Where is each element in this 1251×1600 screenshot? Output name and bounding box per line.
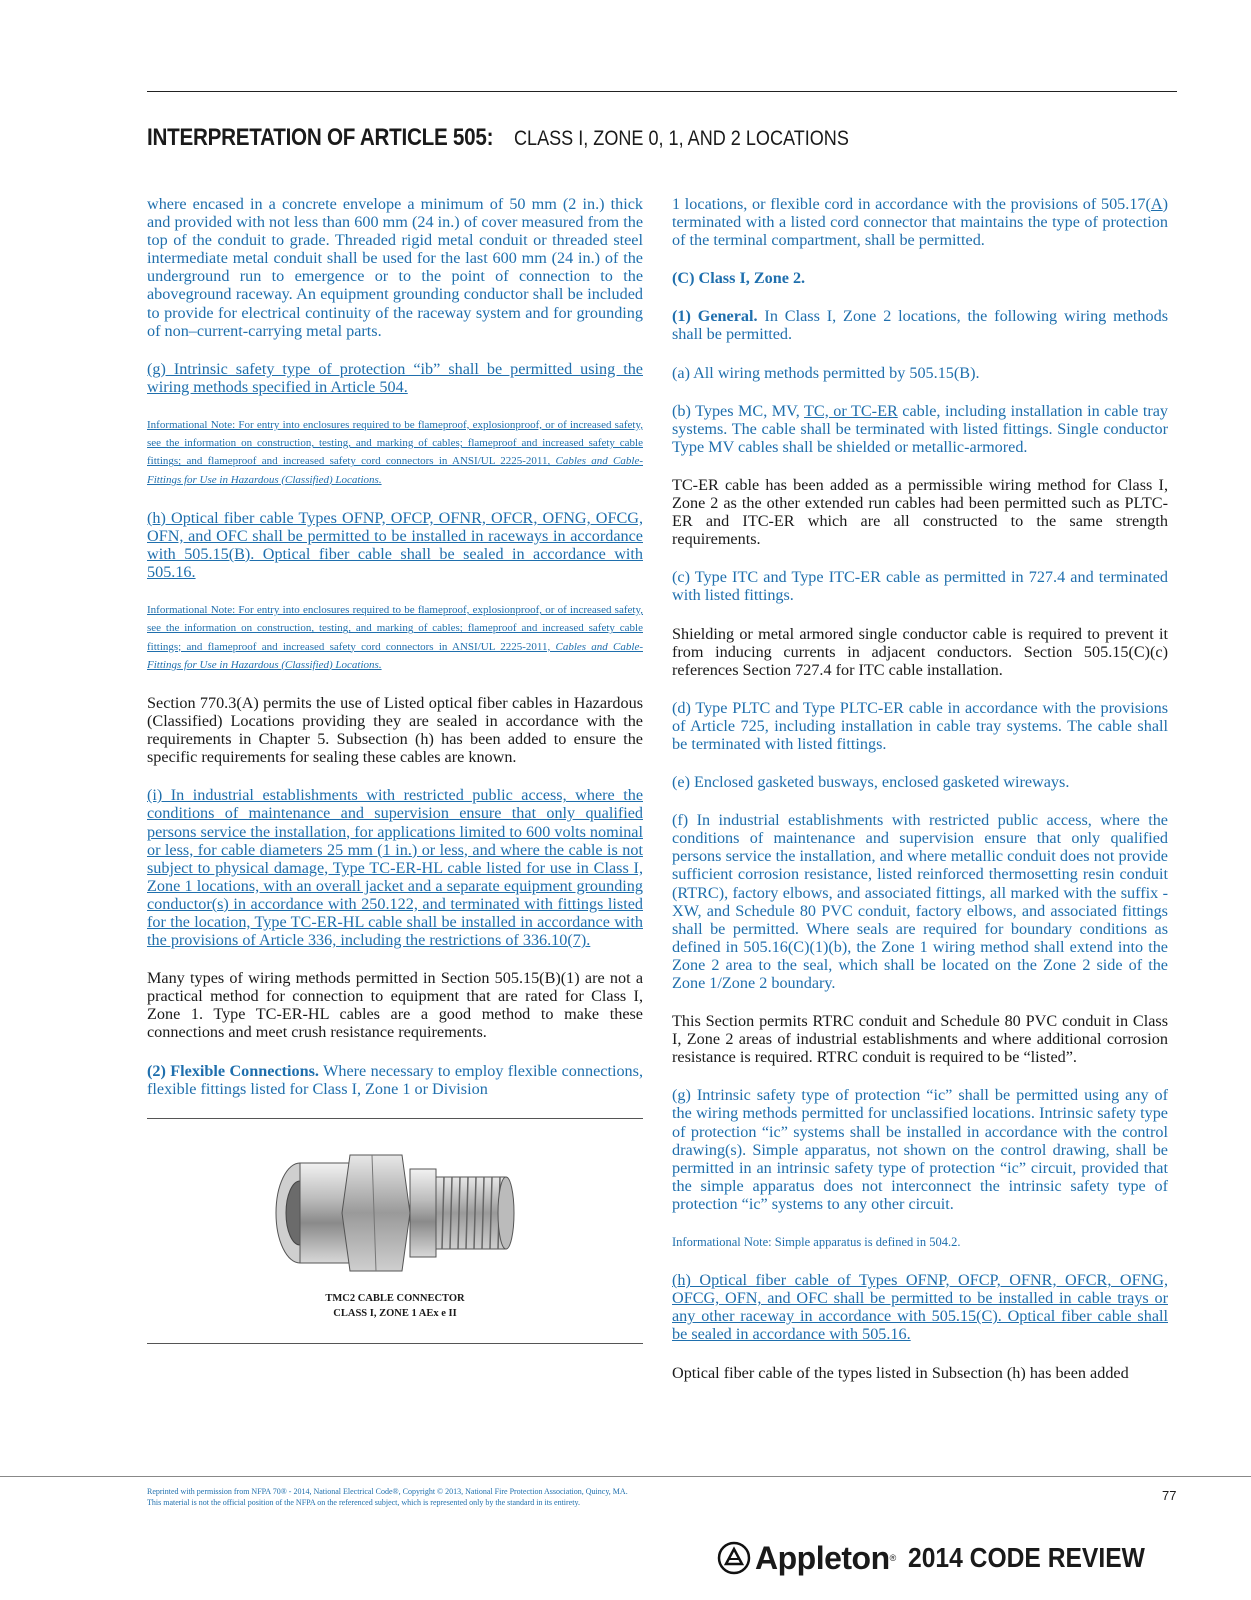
item-d: (d) Type PLTC and Type PLTC-ER cable in accordance with the provisions of Article 725, including installation in cable tray systems. The cable shall be terminated with listed fittings.: [672, 698, 1168, 753]
page-number: 77: [1162, 1488, 1177, 1503]
paragraph-flexible-cord: [672, 195, 1168, 249]
appleton-logo-icon: [717, 1541, 751, 1575]
brand-name: Appleton: [755, 1539, 890, 1576]
paragraph-general: [672, 307, 1168, 343]
item-b-underlined: TC, or TC-ER: [804, 401, 898, 420]
item-g: (g) Intrinsic safety type of protection “ic” shall be permitted using any of the wiring methods permitted for unclassified locations. Intrinsic safety type of protection “ic” systems shall be installed in accordance with the control drawing(s). Simple apparatus, not shown on the control drawing, shall be permitted in an intrinsic safety type of protection “ic” circuit, provided that the simple apparatus does not interconnect the intrinsic safety type of protection “ic” systems to any other circuit.: [672, 1086, 1168, 1213]
paragraph-g-intrinsic-ib: (g) Intrinsic safety type of protection “ib” shall be permitted using the wiring methods specified in Article 504.: [147, 359, 643, 396]
appleton-brand: [717, 1538, 1177, 1578]
informational-note-2: [147, 601, 643, 674]
commentary-optical-fiber-types: Optical fiber cable of the types listed in Subsection (h) has been added: [672, 1363, 1129, 1382]
item-c: (c) Type ITC and Type ITC-ER cable as permitted in 727.4 and terminated with listed fittings.: [672, 568, 1168, 605]
informational-note-1-title: Cables and Cable-Fittings for Use in Hazardous (Classified) Locations.: [147, 455, 643, 486]
flexible-cord-underlined: A: [1150, 195, 1163, 213]
commentary-tc-er-hl: Many types of wiring methods permitted in Section 505.15(B)(1) are not a practical method for connection to equipment that are rated for Class I, Zone 1. Type TC-ER-HL cables are a good method to make these connections and meet crush resistance requirements.: [147, 969, 643, 1042]
item-b-text-b: cable, including installation in cable tray systems. The cable shall be terminated with listed fittings. Single conductor Type MV cables shall be shielded or metallic-armored.: [672, 401, 1169, 456]
commentary-tc-er: TC-ER cable has been added as a permissible wiring method for Class I, Zone 2 as the other extended run cables had been permitted such as PLTC-ER and ITC-ER which are all constructed to the same strength requirements.: [672, 475, 1168, 549]
flexible-connections-heading: (2) Flexible Connections.: [147, 1061, 319, 1080]
left-column: [147, 195, 643, 1344]
item-a: (a) All wiring methods permitted by 505.15(B).: [672, 363, 980, 382]
page-title: [147, 124, 1177, 152]
figure-tmc2-connector: [147, 1118, 643, 1344]
informational-note-1-text: Informational Note: For entry into enclosures required to be flameproof, explosionproof, or of increased safety, see the information on construction, testing, and marking of cables; flameproof and increased safety cable fittings; and flameproof and increased safety cord connectors in ANSI/UL 2225-2011,: [147, 418, 643, 468]
brand-registered-mark: ®: [889, 1553, 897, 1563]
general-text: In Class I, Zone 2 locations, the following wiring methods shall be permitted.: [672, 307, 1168, 344]
paragraph-h-optical-fiber: (h) Optical fiber cable Types OFNP, OFCP, OFNR, OFCR, OFNG, OFCG, OFN, and OFC shall be permitted to be installed in raceways in accordance with 505.15(B). Optical fiber cable shall be sealed in accordance with 505.16.: [147, 508, 643, 582]
reprint-credit-line1: Reprinted with permission from NFPA 70® - 2014, National Electrical Code®, Copyright © 2013, National Fire Protection Association, Quincy, MA.: [147, 1487, 628, 1496]
paragraph-conduit-encasement: where encased in a concrete envelope a minimum of 50 mm (2 in.) thick and provided with not less than 600 mm (24 in.) of cover measured from the top of the conduit to grade. Threaded rigid metal conduit or threaded steel intermediate metal conduit shall be used for the last 600 mm (24 in.) of the underground run to emergence or to the point of connection to the aboveground raceway. An equipment grounding conductor shall be included to provide for electrical continuity of the raceway system and for grounding of non–current-carrying metal parts.: [147, 195, 643, 340]
right-column: [672, 195, 1168, 1402]
general-heading: (1) General.: [672, 307, 758, 326]
item-h: (h) Optical fiber cable of Types OFNP, OFCP, OFNR, OFCR, OFNG, OFCG, OFN, and OFC shall be permitted to be installed in cable trays or any other raceway in accordance with 505.15(C). Optical fiber cable shall be sealed in accordance with 505.16.: [672, 1271, 1168, 1344]
informational-note-simple-apparatus: Informational Note: Simple apparatus is defined in 504.2.: [672, 1235, 961, 1250]
page-title-rest: CLASS I, ZONE 0, 1, AND 2 LOCATIONS: [513, 127, 849, 150]
commentary-optical-fiber: Section 770.3(A) permits the use of Listed optical fiber cables in Hazardous (Classified) Locations providing they are sealed in accordance with the requirements in Chapter 5. Subsection (h) has been added to ensure the specific requirements for sealing these cables are known.: [147, 693, 643, 767]
paragraph-i-tc-er-hl: (i) In industrial establishments with restricted public access, where the conditions of maintenance and supervision ensure that only qualified persons service the installation, for applications limited to 600 volts nominal or less, for cable diameters 25 mm (1 in.) or less, and where the cable is not subject to physical damage, Type TC-ER-HL cable listed for use in Class I, Zone 1 locations, with an overall jacket and a separate equipment grounding conductor(s) in accordance with 250.122, and terminated with fittings listed for the location, Type TC-ER-HL cable shall be installed in accordance with the provisions of Article 336, including the restrictions of 336.10(7).: [147, 786, 643, 950]
code-review-title: 2014 CODE REVIEW: [908, 1542, 1146, 1573]
commentary-rtrc: This Section permits RTRC conduit and Schedule 80 PVC conduit in Class I, Zone 2 areas of industrial establishments and where additional corrosion resistance is required. RTRC conduit is required to be “listed”.: [672, 1012, 1168, 1067]
flexible-cord-text-b: ) terminated with a listed cord connector that maintains the type of protection of the terminal compartment, shall be permitted.: [672, 195, 1168, 250]
figure-caption-line2: CLASS I, ZONE 1 AEx e II: [333, 1307, 457, 1319]
figure-caption-line1: TMC2 CABLE CONNECTOR: [325, 1292, 465, 1304]
cable-connector-image: [272, 1147, 520, 1279]
page-title-bold: INTERPRETATION OF ARTICLE 505:: [147, 124, 494, 151]
item-e: (e) Enclosed gasketed busways, enclosed gasketed wireways.: [672, 773, 1070, 792]
heading-class-i-zone-2: [672, 269, 1168, 287]
footer-rule: [0, 1476, 1251, 1477]
heading-class-i-zone-2-text: (C) Class I, Zone 2.: [672, 269, 806, 288]
informational-note-1: [147, 416, 643, 489]
item-f: (f) In industrial establishments with restricted public access, where the conditions of maintenance and supervision ensure that only qualified persons service the installation, and where metallic conduit does not provide sufficient corrosion resistance, listed reinforced thermosetting resin conduit (RTRC), factory elbows, and associated fittings, all marked with the suffix -XW, and Schedule 80 PVC conduit, factory elbows, and associated fittings shall be permitted. Where seals are required for boundary conditions as defined in 505.16(C)(1)(b), the Zone 1 wiring method shall extend into the Zone 2 area to the seal, which shall be located on the Zone 2 side of the Zone 1/Zone 2 boundary.: [672, 811, 1168, 992]
paragraph-flexible-connections: [147, 1062, 643, 1098]
flexible-connections-text: Where necessary to employ flexible connections, flexible fittings listed for Class I, Zone 1 or Division: [147, 1061, 643, 1098]
top-rule: [147, 91, 1177, 92]
reprint-credit: [147, 1486, 687, 1508]
reprint-credit-line2: This material is not the official position of the NFPA on the referenced subject, which is represented only by the standard in its entirety.: [147, 1498, 580, 1507]
flexible-cord-text-a: 1 locations, or flexible cord in accordance with the provisions of 505.17(: [672, 195, 1151, 213]
informational-note-2-text: Informational Note: For entry into enclosures required to be flameproof, explosionproof, or of increased safety, see the information on construction, testing, and marking of cables; flameproof and increased safety cable fittings; and flameproof and increased safety cord connectors in ANSI/UL 2225-2011,: [147, 604, 643, 653]
item-b: [672, 402, 1168, 456]
informational-note-2-title: Cables and Cable-Fittings for Use in Hazardous (Classified) Locations.: [147, 640, 643, 671]
commentary-shielding: Shielding or metal armored single conductor cable is required to prevent it from inducing currents in adjacent conductors. Section 505.15(C)(c) references Section 727.4 for ITC cable installation.: [672, 624, 1168, 679]
item-b-text-a: (b) Types MC, MV,: [672, 401, 805, 420]
figure-caption: [147, 1291, 643, 1321]
